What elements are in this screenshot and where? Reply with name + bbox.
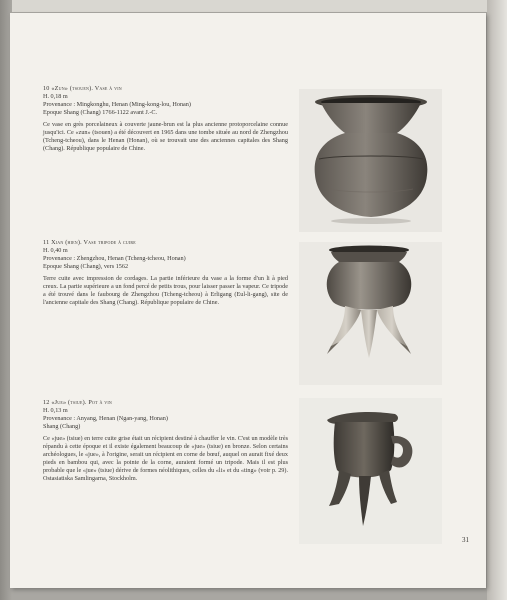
catalog-entry-10 <box>43 85 288 153</box>
entry-description: Terre cuite avec impression de cordages. La partie inférieure du vase a la forme d'un li à pied creux. La partie supérieure a un fond percé de petits trous, pour laisser passer la vapeur. Ce tripode a été trouvé dans le faubourg de Zhengzhou (Tcheng-tcheou) à Erligang (Eul-li-gang), site de l'ancienne capitale des Shang (Chang). République populaire de Chine. <box>43 275 288 307</box>
jue-pot-photo <box>299 398 442 544</box>
entry-provenance: Provenance : Zhengzhou, Henan (Tcheng-tcheou, Honan) <box>43 255 186 262</box>
zun-vase-illustration <box>299 89 442 232</box>
entry-height: H. 0,40 m <box>43 247 68 254</box>
catalog-entry-12 <box>43 399 288 484</box>
entry-title: 10 «Zun» (tsouen). Vase à vin <box>43 85 122 92</box>
book-right-edge <box>487 0 507 600</box>
entry-title: 12 «Jue» (tsiue). Pot à vin <box>43 399 113 406</box>
entry-description: Ce «jue» (tsiue) en terre cuite grise était un récipient destiné à chauffer le vin. C'est un modèle très répandu à cette époque et il existe également beaucoup de «jue» (tsiue) en bronze. Selon certains archéologues, le «jue», à l'origine, serait un récipient en corne de bœuf, auquel on aurait fixé deux pieds en bambou qui, avec la pointe de la corne, auraient formé un tripode. Mais il est plus probable que le «jue» (tsiue) dérive de formes néolithiques, celles du «li» et du «ting» (voir p. 29). Ostasiatiska Samlingarna, Stockholm. <box>43 435 288 483</box>
entry-provenance: Provenance : Anyang, Henan (Ngan-yang, Honan) <box>43 415 168 422</box>
zun-vase-photo <box>299 89 442 232</box>
entry-period: Epoque Shang (Chang), vers 1562 <box>43 263 129 270</box>
entry-height: H. 0,13 m <box>43 407 68 414</box>
page-number: 31 <box>462 536 469 544</box>
entry-period: Epoque Shang (Chang) 1766-1122 avant J.-C. <box>43 109 158 116</box>
entry-description: Ce vase en grès porcelaineux à couverte jaune-brun est la plus ancienne protoporcelaine connue jusqu'ici. Ce «zun» (tsouen) a été découvert en 1965 dans une tombe située au nord de Zhengzhou (Tcheng-tcheou), dans le Henan (Honan), où se trouvait une des anciennes capitales des Shang (Chang). République populaire de Chine. <box>43 121 288 153</box>
book-page <box>10 13 486 588</box>
entry-provenance: Provenance : Mingkonghu, Henan (Ming-kong-lou, Honan) <box>43 101 191 108</box>
catalog-entry-11 <box>43 239 288 307</box>
entry-period: Shang (Chang) <box>43 423 81 430</box>
xian-tripod-photo <box>299 242 442 385</box>
entry-height: H. 0,18 m <box>43 93 68 100</box>
xian-tripod-illustration <box>299 242 442 385</box>
jue-pot-illustration <box>299 398 442 544</box>
background-top-strip <box>0 0 507 12</box>
entry-title: 11 Xian (hien). Vase tripode à cuire <box>43 239 136 246</box>
